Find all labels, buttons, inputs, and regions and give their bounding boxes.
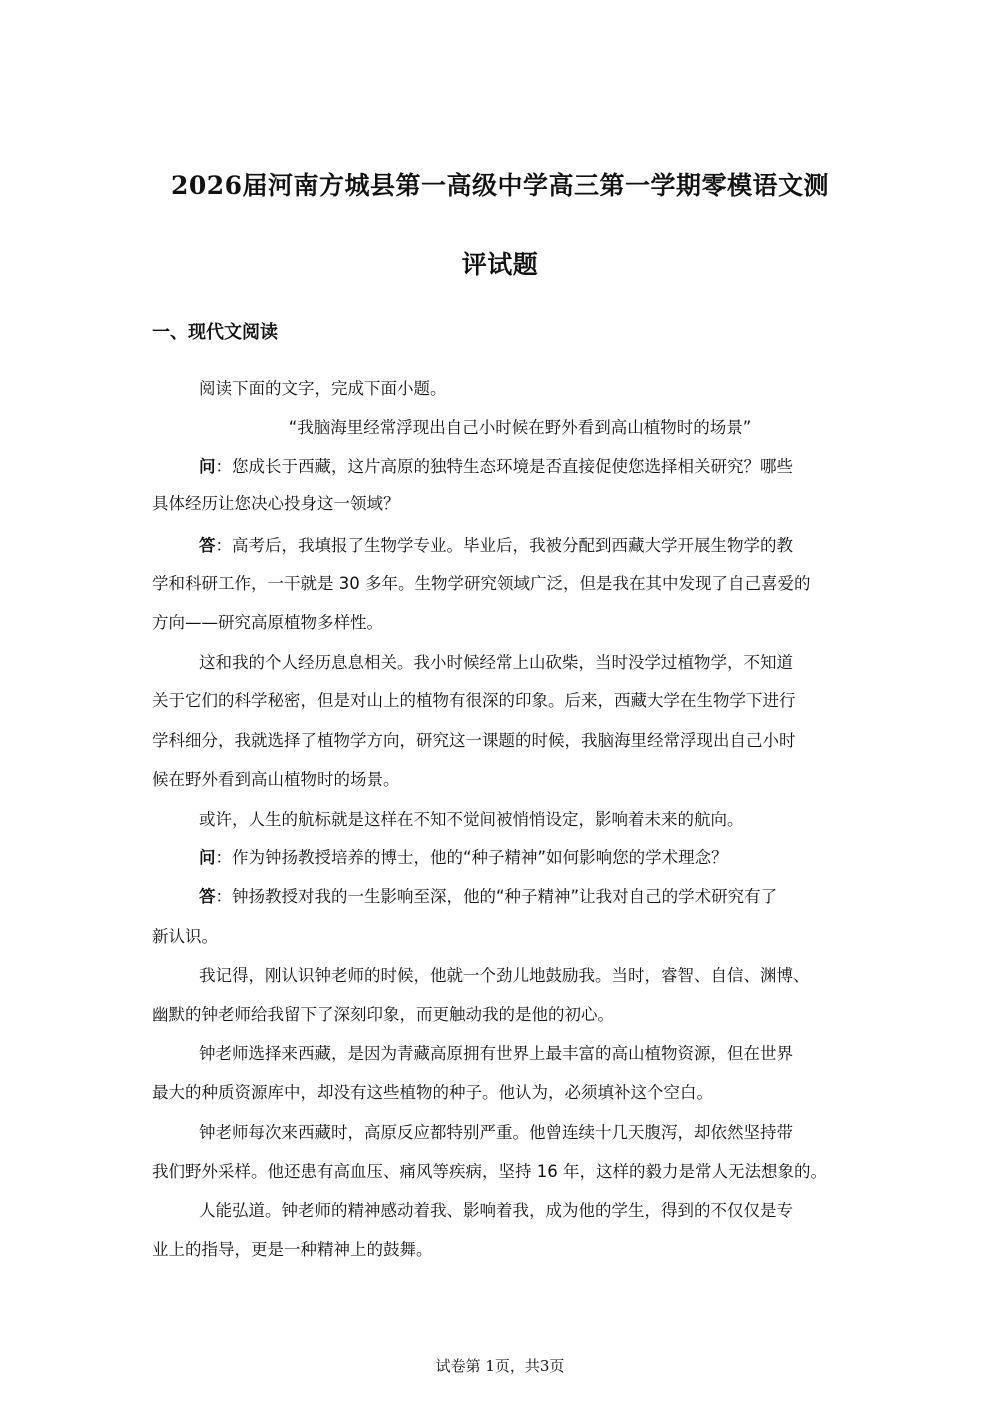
answer-2-line-2: 新认识。 — [152, 927, 218, 946]
question-1-line-2: 具体经历让您决心投身这一领域？ — [152, 494, 400, 513]
article-title: “我脑海里经常浮现出自己小时候在野外看到高山植物时的场景” — [288, 418, 752, 437]
paragraph-6-line-1: 钟老师选择来西藏，是因为青藏高原拥有世界上最丰富的高山植物资源，但在世界 — [199, 1044, 793, 1063]
paragraph-7-line-1: 钟老师每次来西藏时，高原反应都特别严重。他曾连续十几天腹泻，却依然坚持带 — [199, 1123, 793, 1142]
paragraph-8-line-1: 人能弘道。钟老师的精神感动着我、影响着我，成为他的学生，得到的不仅仅是专 — [199, 1201, 793, 1220]
paragraph-6-line-2: 最大的种质资源库中，却没有这些植物的种子。他认为，必须填补这个空白。 — [152, 1083, 713, 1102]
question-1-line-1 — [199, 456, 793, 478]
question-label: 问 — [199, 848, 216, 867]
question-2 — [199, 847, 728, 869]
answer-2-line-1 — [199, 886, 777, 908]
answer-2-text: ：钟扬教授对我的一生影响至深，他的“种子精神”让我对自己的学术研究有了 — [215, 887, 778, 906]
section-heading: 一、现代文阅读 — [152, 322, 278, 343]
paragraph-2-line-3: 学科细分，我就选择了植物学方向，研究这一课题的时候，我脑海里经常浮现出自己小时 — [152, 731, 796, 750]
question-2-text: ：作为钟扬教授培养的博士，他的“种子精神”如何影响您的学术理念？ — [215, 848, 728, 867]
instruction-text: 阅读下面的文字，完成下面小题。 — [199, 379, 447, 398]
paragraph-7-line-2: 我们野外采样。他还患有高血压、痛风等疾病，坚持 16 年，这样的毅力是常人无法想象的。 — [152, 1162, 827, 1181]
answer-label: 答 — [199, 536, 216, 555]
exam-title-line-1: 2026届河南方城县第一高级中学高三第一学期零模语文测 — [170, 171, 830, 200]
answer-1-line-2: 学和科研工作，一干就是 30 多年。生物学研究领域广泛，但是我在其中发现了自己喜爱的 — [152, 574, 811, 593]
paragraph-3: 或许，人生的航标就是这样在不知不觉间被悄悄设定，影响着未来的航向。 — [199, 810, 744, 829]
paragraph-8-line-2: 业上的指导，更是一种精神上的鼓舞。 — [152, 1240, 433, 1259]
question-label: 问 — [199, 457, 216, 476]
answer-label: 答 — [199, 887, 216, 906]
paragraph-2-line-1: 这和我的个人经历息息相关。我小时候经常上山砍柴，当时没学过植物学，不知道 — [199, 653, 793, 672]
answer-1-line-3: 方向——研究高原植物多样性。 — [152, 613, 383, 632]
paragraph-5-line-2: 幽默的钟老师给我留下了深刻印象，而更触动我的是他的初心。 — [152, 1005, 614, 1024]
paragraph-5-line-1: 我记得，刚认识钟老师的时候，他就一个劲儿地鼓励我。当时，睿智、自信、渊博、 — [199, 966, 810, 985]
paragraph-2-line-4: 候在野外看到高山植物时的场景。 — [152, 770, 400, 789]
paragraph-2-line-2: 关于它们的科学秘密，但是对山上的植物有很深的印象。后来，西藏大学在生物学下进行 — [152, 691, 796, 710]
answer-1-line-1 — [199, 535, 793, 557]
page-footer: 试卷第 1页，共3页 — [435, 1357, 565, 1375]
exam-title-line-2: 评试题 — [461, 250, 539, 279]
question-1-text: ：您成长于西藏，这片高原的独特生态环境是否直接促使您选择相关研究？哪些 — [215, 457, 793, 476]
answer-1-text: ：高考后，我填报了生物学专业。毕业后，我被分配到西藏大学开展生物学的教 — [215, 536, 793, 555]
